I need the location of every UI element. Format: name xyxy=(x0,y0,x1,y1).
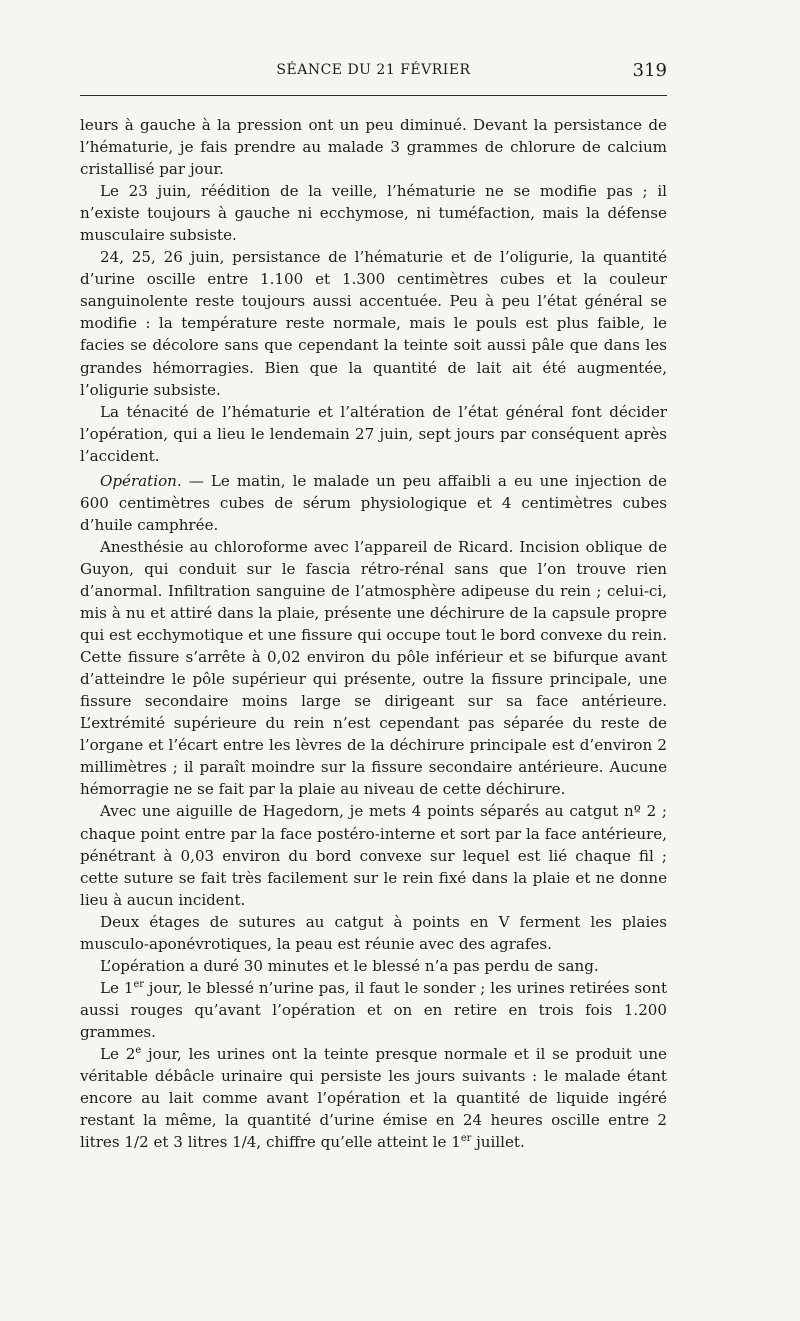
day2-text-a: jour, les urines ont la teinte presque normale et il se produit une véritable débâcle urinaire qui persiste les jours suivants : le malade étant encore au lait comme avant l’opération et la quantité de liquide ingéré restant la même, la quantité d’urine émise en 24 heures oscille entre 2 litres 1/2 et 3 litres 1/4, chiffre qu’elle atteint le 1 xyxy=(80,1044,667,1152)
page-body xyxy=(80,114,667,1153)
operation-label: Opération. xyxy=(100,471,182,490)
day1-text: jour, le blessé n’urine pas, il faut le sonder ; les urines retirées sont aussi rouges qu’avant l’opération et on en retire en trois fois 1.200 grammes. xyxy=(80,978,668,1041)
day2-sup2: er xyxy=(460,1133,472,1145)
paragraph-day-1 xyxy=(80,977,667,1043)
paragraph: Le 23 juin, réédition de la veille, l’hématurie ne se modifie pas ; il n’existe toujours à gauche ni ecchymose, ni tuméfaction, mais la défense musculaire subsiste. xyxy=(80,182,667,245)
page-number: 319 xyxy=(632,60,667,81)
paragraph-day-2 xyxy=(80,1043,667,1153)
operation-text: — Le matin, le malade un peu affaibli a eu une injection de 600 centimètres cubes de sérum physiologique et 4 centimètres cubes d’huile camphrée. xyxy=(80,471,667,534)
day2-lead: Le 2 xyxy=(100,1044,136,1063)
paragraph: 24, 25, 26 juin, persistance de l’hématurie et de l’oligurie, la quantité d’urine oscille entre 1.100 et 1.300 centimètres cubes et la couleur sanguinolente reste toujours aussi accentuée. Peu à peu l’état général se modifie : la température reste normale, mais le pouls est plus faible, le facies se décolore sans que cependant la teinte soit aussi pâle que dans les grandes hémorragies. Bien que la quantité de lait ait été augmentée, l’oligurie subsiste. xyxy=(80,248,667,399)
paragraph: Avec une aiguille de Hagedorn, je mets 4 points séparés au catgut nº 2 ; chaque point entre par la face postéro-interne et sort par la face antérieure, pénétrant à 0,03 environ du bord convexe sur lequel est lié chaque fil ; cette suture se fait très facilement sur le rein fixé dans la plaie et ne donne lieu à aucun incident. xyxy=(80,802,667,909)
paragraph: L’opération a duré 30 minutes et le blessé n’a pas perdu de sang. xyxy=(100,956,599,975)
running-head: SÉANCE DU 21 FÉVRIER xyxy=(276,62,471,78)
paragraph: Anesthésie au chloroforme avec l’appareil de Ricard. Incision oblique de Guyon, qui conduit sur le fascia rétro-rénal sans que l’on trouve rien d’anormal. Infiltration sanguine de l’atmosphère adipeuse du rein ; celui-ci, mis à nu et attiré dans la plaie, présente une déchirure de la capsule propre qui est ecchymotique et une fissure qui occupe tout le bord convexe du rein. Cette fissure s’arrête à 0,02 environ du pôle inférieur et se bifurque avant d’atteindre le pôle supérieur qui présente, outre la fissure principale, une fissure secondaire moins large se dirigeant sur sa face antérieure. L’extrémité supérieure du rein n’est cependant pas séparée du reste de l’organe et l’écart entre les lèvres de la déchirure principale est d’environ 2 millimètres ; il paraît moindre sur la fissure secondaire antérieure. Aucune hémorragie ne se fait par la plaie au niveau de cette déchirure. xyxy=(80,537,667,799)
day1-lead: Le 1 xyxy=(100,978,134,997)
day2-text-b: juillet. xyxy=(471,1133,525,1152)
paragraph: La ténacité de l’hématurie et l’altération de l’état général font décider l’opération, qui a lieu le lendemain 27 juin, sept jours par conséquent après l’accident. xyxy=(80,402,667,465)
paragraph-operation xyxy=(80,470,667,536)
page-header xyxy=(80,60,667,84)
day1-sup: er xyxy=(133,978,144,990)
day2-sup: e xyxy=(135,1044,142,1056)
header-rule xyxy=(80,95,667,96)
paragraph: leurs à gauche à la pression ont un peu diminué. Devant la persistance de l’hématurie, je fais prendre au malade 3 grammes de chlorure de calcium cristallisé par jour. xyxy=(80,116,667,179)
paragraph: Deux étages de sutures au catgut à points en V ferment les plaies musculo-aponévrotiques, la peau est réunie avec des agrafes. xyxy=(80,912,667,953)
